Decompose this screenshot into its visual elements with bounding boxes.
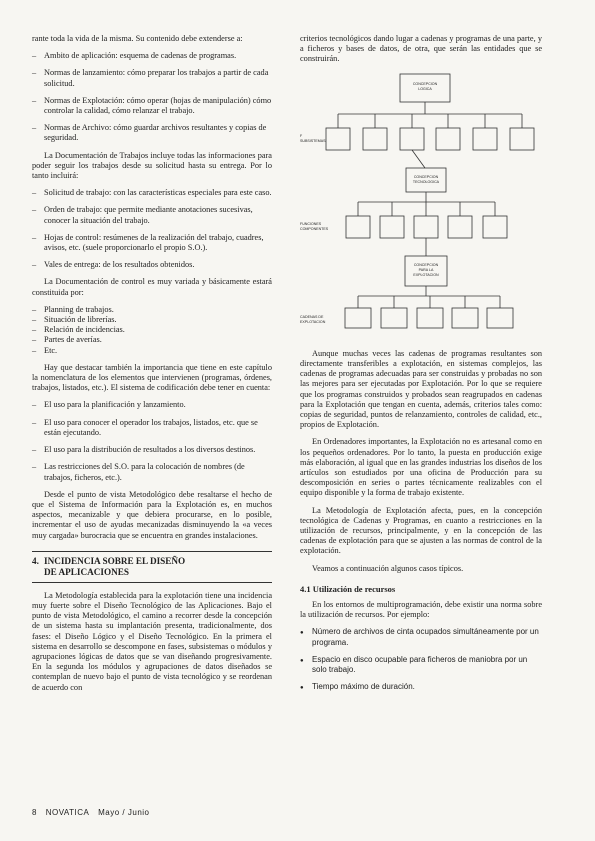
list-item: – Partes de averías. [32, 335, 272, 345]
section-title [32, 556, 272, 578]
diagram-box [381, 308, 407, 328]
diagram-box [346, 216, 370, 238]
diagram-side-label: COMPONENTES [300, 226, 329, 231]
diagram-box-label: CONCEPCION [412, 81, 438, 86]
paragraph: criterios tecnológicos dando lugar a cadenas y programas de una parte, y a ficheros y bases de datos, de otra, que serán las entidades que se construirán. [300, 34, 542, 64]
divider [32, 582, 272, 583]
list-item: ● Espacio en disco ocupable para ficheros de maniobra por un solo trabajo. [300, 655, 542, 675]
list-item: – El uso para la distribución de resultados a los diversos destinos. [32, 445, 272, 455]
list-item: ● Número de archivos de cinta ocupados simultáneamente por un programa. [300, 627, 542, 647]
list-resource-rules [300, 627, 542, 692]
paragraph: La Metodología de Explotación afecta, pues, en la concepción tecnológica de Cadenas y Programas, en cuanto a restricciones en la utilización de recursos, principalmente, y en la concepción de las cadenas de explotación para que se ajusten a las normas de control de la explotación. [300, 505, 542, 556]
paragraph: En Ordenadores importantes, la Explotación no es artesanal como en los pequeños ordenadores. Por lo tanto, la puesta en producción exige más elaboración, al igual que en las grandes industrias los diseños de los artículos son estudiados por una oficina de Producción para su descomposición en series o partes técnicamente realizables con el equipo disponible y la forma de trabajo existente. [300, 437, 542, 498]
section-title-line: DE APLICACIONES [44, 566, 130, 577]
paragraph: En los entornos de multiprogramación, debe existir una norma sobre la utilización de recursos. Por ejemplo: [300, 600, 542, 620]
section-title-line: INCIDENCIA SOBRE EL DISEÑO [44, 555, 186, 566]
right-column [300, 34, 542, 700]
diagram-box [363, 128, 387, 150]
section-heading [32, 551, 272, 583]
paragraph: Aunque muchas veces las cadenas de programas resultantes son directamente transferibles a explotación, en sistemas complejos, las cadenas de programas adecuadas para ser construidas y probadas no son las mejores para ser ejecutadas por Explotación. Por lo que se requiere que los programas construidos y probados sean reagrupados en cadenas para la Explotación que tengan en cuenta, además, criterios tales como: copias de seguridad, puntos de relanzamiento, controles de calidad, etc., propios de Explotación. [300, 348, 542, 430]
list-item: – Hojas de control: resúmenes de la realización del trabajo, cuadres, avisos, etc. (suele proporcionarlo el propio S.O.). [32, 233, 272, 253]
diagram-box [436, 128, 460, 150]
paragraph: La Documentación de Trabajos incluye todas las informaciones para poder seguir los trabajos desde su solicitud hasta su entrega. Por lo tanto incluirá: [32, 150, 272, 181]
diagram-box-label: CONCEPCION [413, 262, 439, 267]
diagram-box [510, 128, 534, 150]
paragraph: rante toda la vida de la misma. Su contenido debe extenderse a: [32, 34, 243, 43]
diagram-side-label: EXPLOTACION [300, 319, 326, 324]
magazine-name: NOVATICA [45, 808, 90, 817]
diagram-side-label: CADENAS DE [300, 314, 324, 319]
diagram-side-label: FUNCIONES [300, 221, 322, 226]
section-number: 4. [32, 555, 39, 566]
list-item: – Etc. [32, 346, 272, 356]
diagram-box-label: EXPLOTACION [413, 272, 439, 277]
diagram-box-label: TECNOLOGICA [412, 179, 440, 184]
diagram-box [414, 216, 438, 238]
list-item: – El uso para conocer el operador los trabajos, listados, etc. que se están ejecutando. [32, 418, 272, 438]
list-item: – Normas de Explotación: cómo operar (hojas de manipulación) cómo controlar la calidad, cómo relanzar el trabajo. [32, 96, 272, 116]
issue-date: Mayo / Junio [98, 808, 150, 817]
page-footer [32, 808, 156, 817]
list-coding-uses [32, 400, 272, 482]
list-item: – Las restricciones del S.O. para la colocación de nombres (de trabajos, ficheros, etc.). [32, 462, 272, 482]
diagram-box-label: PARA LA [418, 267, 434, 272]
list-item: – Normas de lanzamiento: cómo preparar los trabajos a partir de cada solicitud. [32, 68, 272, 88]
list-item: ● Tiempo máximo de duración. [300, 682, 542, 692]
list-item: – El uso para la planificación y lanzamiento. [32, 400, 272, 410]
list-item: – Ambito de aplicación: esquema de cadenas de programas. [32, 51, 272, 61]
page-number: 8 [32, 808, 37, 817]
diagram-box-label: LOGICA [418, 86, 432, 91]
diagram-box [400, 128, 424, 150]
paragraph: Desde el punto de vista Metodológico debe resaltarse el hecho de que el Sistema de Información para la Explotación es, en muchos aspectos, mecanizable y que debiera procurarse, en lo posible, incrementar el uso de ayudas mecanizadas disminuyendo la «a veces muy cargada» burocracia que se encuentra en grandes instalaciones. [32, 489, 272, 540]
list-item: – Vales de entrega: de los resultados obtenidos. [32, 260, 272, 270]
diagram-box [326, 128, 350, 150]
diagram-box [487, 308, 513, 328]
diagram-box-label: CONCEPCION [413, 174, 439, 179]
list-item: – Relación de incidencias. [32, 325, 272, 335]
list-item: – Situación de librerías. [32, 315, 272, 325]
list-item: – Orden de trabajo: que permite mediante anotaciones sucesivas, conocer la situación del trabajo. [32, 205, 272, 225]
diagram-box [345, 308, 371, 328]
diagram-side-label: SUBSISTEMAS [300, 138, 326, 143]
paragraph: Hay que destacar también la importancia que tiene en este capítulo la nomenclatura de los elementos que intervienen (programas, órdenes, trabajos, listados, etc.). El sistema de codificación debe tener en cuenta: [32, 362, 272, 393]
hierarchy-diagram [300, 72, 542, 390]
divider [32, 551, 272, 552]
list-control-documents [32, 305, 272, 356]
diagram-box [452, 308, 478, 328]
paragraph: La Documentación de control es muy variada y básicamente estará constituida por: [32, 277, 272, 297]
list-item: – Solicitud de trabajo: con las características especiales para este caso. [32, 188, 272, 198]
list-item: – Planning de trabajos. [32, 305, 272, 315]
diagram-box [473, 128, 497, 150]
subsection-title: 4.1 Utilización de recursos [300, 583, 396, 594]
list-item: – Normas de Archivo: cómo guardar archivos resultantes y copias de seguridad. [32, 123, 272, 143]
list-document-contents [32, 51, 272, 143]
diagram-box [483, 216, 507, 238]
diagram-box [448, 216, 472, 238]
diagram-side-label: F [300, 133, 303, 138]
diagram-box [417, 308, 443, 328]
list-work-documents [32, 188, 272, 270]
paragraph: Veamos a continuación algunos casos típicos. [312, 563, 464, 573]
paragraph: La Metodología establecida para la explotación tiene una incidencia muy fuerte sobre el Diseño Tecnológico de las Aplicaciones. Bajo el punto de vista Metodológico, el camino a recorrer desde la concepción de un sistema hasta su implantación presenta, tradicionalmente, dos fases: el Diseño Lógico y el Diseño Tecnológico. En la primera el sistema en desarrollo se descompone en fases, subsistemas o módulos y agrupaciones lógicas de datos que se van diseñando progresivamente. En la segunda los módulos y agrupaciones de datos diseñados se contemplan de nuevo bajo el punto de vista tecnológico y se reordenan de acuerdo con [32, 590, 272, 692]
left-column [32, 34, 272, 700]
conception-diagram [300, 72, 542, 393]
diagram-box [380, 216, 404, 238]
